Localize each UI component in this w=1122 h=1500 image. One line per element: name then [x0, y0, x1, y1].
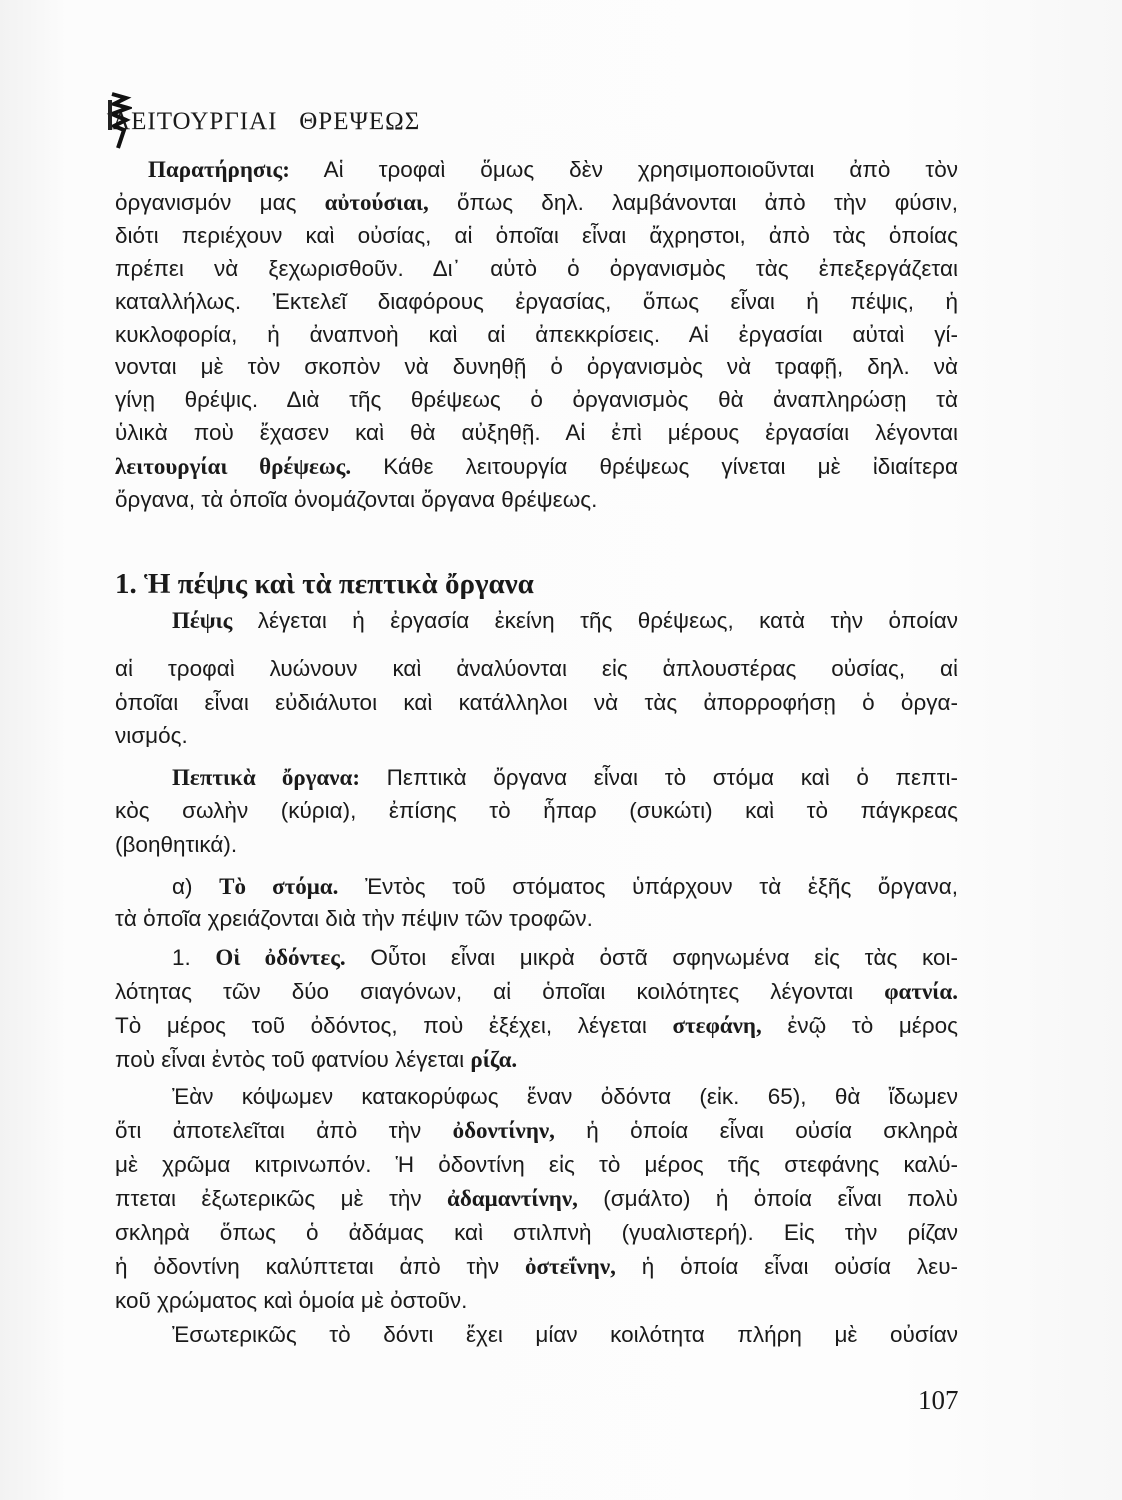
- text-run: ἡ ὀδοντίνη καλύπτεται ἀπὸ τὴν: [115, 1254, 525, 1279]
- text-run: ὑλικὰ ποὺ ἔχασεν καὶ θὰ αὐξηθῇ. Αἱ ἐπὶ μέρους ἐργασίαι λέγονται: [115, 420, 958, 445]
- text-line: [115, 796, 958, 826]
- text-line: [115, 1252, 958, 1282]
- text-run: πρέπει νὰ ξεχωρισθοῦν. Δι᾿ αὐτὸ ὁ ὀργανισμὸς τὰς ἐπεξεργάζεται: [115, 256, 958, 281]
- text-run: ὅπως δηλ. λαμβάνονται ἀπὸ τὴν φύσιν,: [428, 190, 958, 215]
- bold-term: Παρατήρησις:: [148, 157, 290, 182]
- bold-term: Οἱ ὀδόντες.: [215, 945, 346, 970]
- text-run: Ἐσωτερικῶς τὸ δόντι ἔχει μίαν κοιλότητα πλήρη μὲ οὐσίαν: [172, 1322, 958, 1347]
- text-run: Αἱ τροφαὶ ὅμως δὲν χρησιμοποιοῦνται ἀπὸ τὸν: [289, 157, 958, 182]
- text-run: Οὗτοι εἶναι μικρὰ ὀστᾶ σφηνωμένα εἰς τὰς κοι-: [345, 945, 958, 970]
- bold-term: ρίζα.: [470, 1047, 518, 1072]
- text-line: [115, 287, 958, 317]
- drop-cap-letter: Λ: [112, 108, 132, 135]
- text-run: Ἐντὸς τοῦ στόματος ὑπάρχουν τὰ ἑξῆς ὄργανα,: [338, 874, 958, 899]
- text-line: [172, 1082, 958, 1112]
- text-run: 1.: [172, 945, 216, 970]
- bold-term: αὐτούσιαι,: [324, 190, 429, 215]
- drop-cap: [112, 108, 131, 136]
- text-line: [115, 654, 958, 684]
- text-line: [115, 418, 958, 448]
- bold-term: λειτουργίαι θρέψεως.: [115, 454, 352, 479]
- text-line: [115, 188, 958, 218]
- text-run: αἱ τροφαὶ λυώνουν καὶ ἀναλύονται εἰς ἁπλουστέρας οὐσίας, αἱ: [115, 656, 958, 681]
- text-run: σκληρὰ ὅπως ὁ ἀδάμας καὶ στιλπνὴ (γυαλιστερή). Εἰς τὴν ρίζαν: [115, 1220, 958, 1245]
- bold-term: στεφάνη,: [672, 1013, 762, 1038]
- text-line: [115, 1184, 958, 1214]
- text-line: [115, 254, 958, 284]
- text-run: ὄργανα, τὰ ὁποῖα ὀνομάζονται ὄργανα θρέψεως.: [115, 487, 598, 512]
- text-line: [115, 830, 958, 860]
- chapter-title: [112, 108, 420, 136]
- text-line: [172, 943, 958, 973]
- bold-term: ὀστεΐνην,: [524, 1254, 616, 1279]
- text-run: κοῦ χρώματος καὶ ὁμοία μὲ ὀστοῦν.: [115, 1288, 468, 1313]
- text-line: [172, 872, 958, 902]
- text-run: κὸς σωλὴν (κύρια), ἐπίσης τὸ ἧπαρ (συκώτι) καὶ τὸ πάγκρεας: [115, 798, 958, 823]
- text-line: [115, 452, 958, 482]
- text-line: [115, 1150, 958, 1180]
- bold-term: ὀδοντίνην,: [452, 1118, 555, 1143]
- text-run: λέγεται ἡ ἐργασία ἐκείνη τῆς θρέψεως, κατὰ τὴν ὁποίαν: [232, 608, 958, 633]
- text-run: Πεπτικὰ ὄργανα εἶναι τὸ στόμα καὶ ὁ πεπτι-: [360, 765, 958, 790]
- bold-term: ἀδαμαντίνην,: [447, 1186, 578, 1211]
- text-run: νονται μὲ τὸν σκοπὸν νὰ δυνηθῇ ὁ ὀργανισμὸς νὰ τραφῇ, δηλ. νὰ: [115, 354, 958, 379]
- bold-term: Πέψις: [172, 608, 233, 633]
- text-run: καταλλήλως. Ἐκτελεῖ διαφόρους ἐργασίας, ὅπως εἶναι ἡ πέψις, ἡ: [115, 289, 958, 314]
- text-run: α): [172, 874, 220, 899]
- text-line: [115, 352, 958, 382]
- text-line: [115, 977, 958, 1007]
- text-run: διότι περιέχουν καὶ οὐσίας, αἱ ὁποῖαι εἶναι ἄχρηστοι, ἀπὸ τὰς ὁποίας: [115, 223, 958, 248]
- section-heading: 1. Ἡ πέψις καὶ τὰ πεπτικὰ ὄργανα: [115, 568, 534, 600]
- text-run: γίνῃ θρέψις. Διὰ τῆς θρέψεως ὁ ὀργανισμὸς θὰ ἀναπληρώσῃ τὰ: [115, 387, 958, 412]
- text-line: [115, 1045, 958, 1075]
- text-line: [115, 1011, 958, 1041]
- text-line: [115, 1286, 958, 1316]
- text-run: τὰ ὁποῖα χρειάζονται διὰ τὴν πέψιν τῶν τροφῶν.: [115, 906, 593, 931]
- text-line: [115, 320, 958, 350]
- text-line: [115, 221, 958, 251]
- text-run: ἐνῷ τὸ μέρος: [761, 1013, 958, 1038]
- text-line: [115, 1218, 958, 1248]
- text-run: Ἐὰν κόψωμεν κατακορύφως ἕναν ὀδόντα (εἰκ. 65), θὰ ἴδωμεν: [172, 1084, 958, 1109]
- text-run: ὁποῖαι εἶναι εὐδιάλυτοι καὶ κατάλληλοι νὰ τὰς ἀπορροφήσῃ ὁ ὀργα-: [115, 690, 958, 715]
- text-run: ποὺ εἶναι ἐντὸς τοῦ φατνίου λέγεται: [115, 1047, 471, 1072]
- bold-term: Πεπτικὰ ὄργανα:: [172, 765, 360, 790]
- text-run: νισμός.: [115, 723, 188, 748]
- text-line: [172, 606, 958, 636]
- text-run: Κάθε λειτουργία θρέψεως γίνεται μὲ ἰδιαίτερα: [351, 454, 958, 479]
- text-run: ὅτι ἀποτελεῖται ἀπὸ τὴν: [115, 1118, 453, 1143]
- text-run: (βοηθητικά).: [115, 832, 238, 857]
- text-line: [115, 385, 958, 415]
- text-run: λότητας τῶν δύο σιαγόνων, αἱ ὁποῖαι κοιλότητες λέγονται: [115, 979, 885, 1004]
- text-run: (σμάλτο) ἡ ὁποία εἶναι πολὺ: [577, 1186, 958, 1211]
- bold-term: Τὸ στόμα.: [219, 874, 339, 899]
- text-run: ἡ ὁποία εἶναι οὐσία σκληρὰ: [554, 1118, 958, 1143]
- bold-term: φατνία.: [884, 979, 958, 1004]
- text-run: ὀργανισμόν μας: [115, 190, 325, 215]
- text-line: [172, 1320, 958, 1350]
- page-number: 107: [918, 1385, 959, 1415]
- text-run: πτεται ἐξωτερικῶς μὲ τὴν: [115, 1186, 448, 1211]
- text-run: κυκλοφορία, ἡ ἀναπνοὴ καὶ αἱ ἀπεκκρίσεις. Αἱ ἐργασίαι αὐταὶ γί-: [115, 322, 958, 347]
- chapter-title-text: ΕΙΤΟΥΡΓΙΑΙ ΘΡΕΨΕΩΣ: [131, 108, 421, 135]
- text-line: [115, 688, 958, 718]
- text-line: [115, 485, 958, 515]
- ink-scribble-icon: [106, 90, 132, 154]
- text-line: [115, 904, 958, 934]
- text-line: [115, 1116, 958, 1146]
- text-line: [148, 155, 958, 185]
- text-line: [172, 763, 958, 793]
- text-run: Τὸ μέρος τοῦ ὀδόντος, ποὺ ἐξέχει, λέγεται: [115, 1013, 673, 1038]
- text-line: [115, 721, 958, 751]
- text-run: μὲ χρῶμα κιτρινωπόν. Ἡ ὀδοντίνη εἰς τὸ μέρος τῆς στεφάνης καλύ-: [115, 1152, 958, 1177]
- text-run: ἡ ὁποία εἶναι οὐσία λευ-: [615, 1254, 958, 1279]
